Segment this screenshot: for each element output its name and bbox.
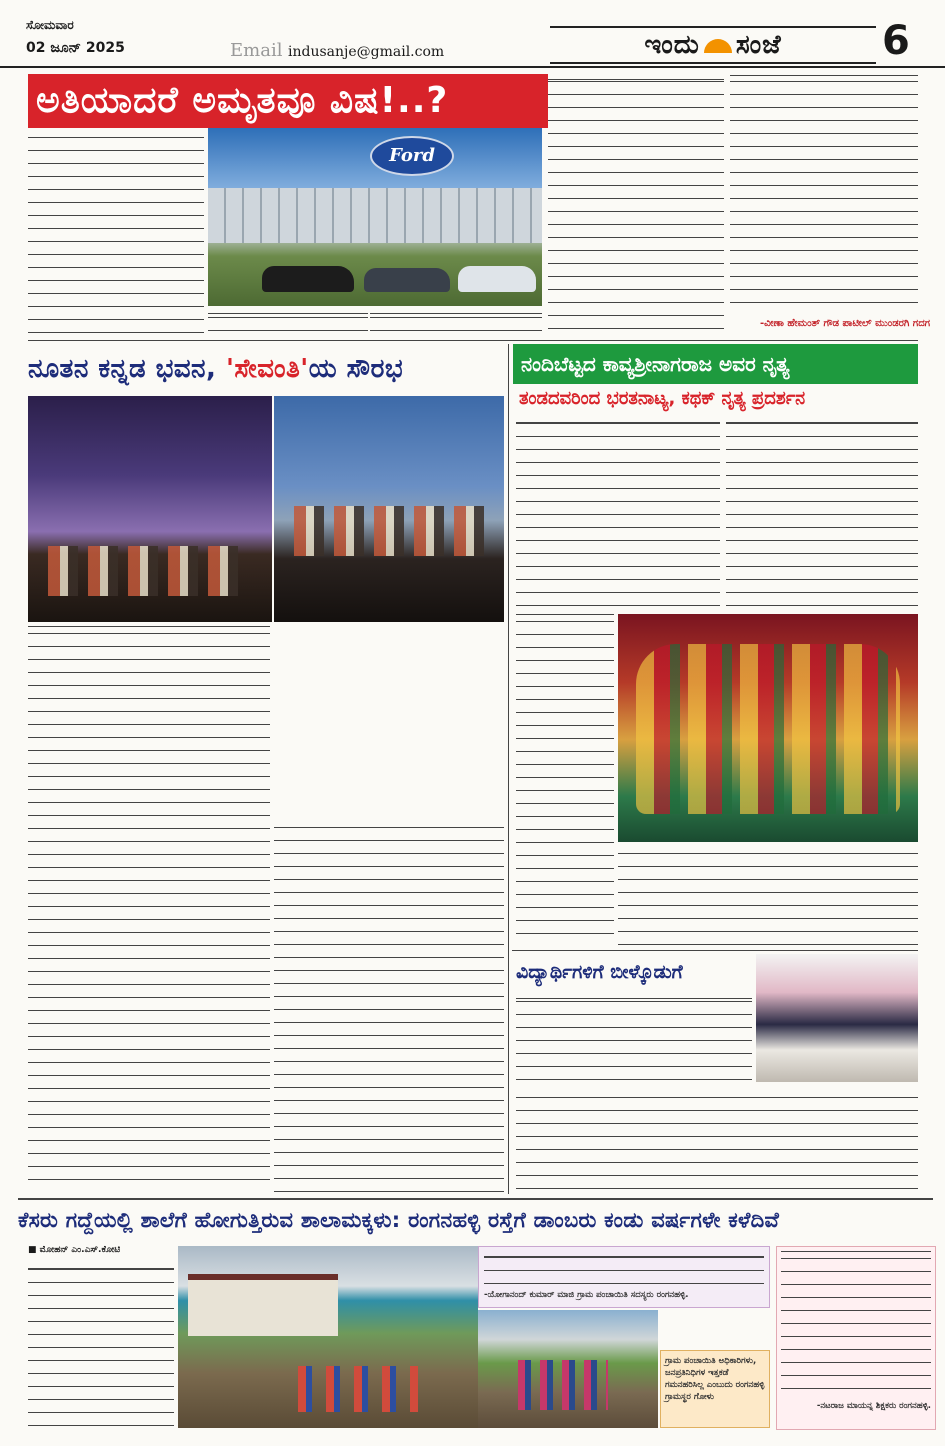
paper-logo (550, 26, 876, 64)
road-side-box (776, 1246, 936, 1430)
main-article-col2 (208, 310, 368, 340)
road-quote-text (484, 1250, 764, 1290)
students-article-col2 (516, 1090, 918, 1194)
sevanthi-headline (28, 344, 508, 394)
factory-building (208, 188, 542, 243)
students-headline: ವಿದ್ಯಾರ್ಥಿಗಳಿಗೆ ಬೀಳ್ಕೊಡುಗೆ (516, 961, 683, 983)
actors-group (294, 506, 494, 556)
road-side-text (781, 1251, 931, 1401)
school-children (298, 1366, 418, 1412)
sevanthi-headline-prefix: ನೂತನ ಕನ್ನಡ ಭವನ, (28, 354, 226, 384)
ford-factory-photo (208, 128, 542, 306)
children-walking-photo (478, 1310, 658, 1428)
road-side-author: -ನಟರಾಜ ಮಾಯನ್ನ ಶಿಕ್ಷಕರು ರಂಗನಹಳ್ಳಿ. (816, 1401, 931, 1411)
nandi-headline-line1: ನಂದಿಬೆಟ್ಟದ ಕಾವ್ಯಶ್ರೀನಾಗರಾಜ ಅವರ ನೃತ್ಯ (513, 344, 918, 384)
students-article-col1 (516, 994, 752, 1088)
sevanthi-article-col2 (274, 820, 504, 1192)
school-children (518, 1360, 608, 1410)
section-divider (18, 1198, 933, 1200)
paper-name-right: ಸಂಜೆ (735, 30, 782, 60)
muddy-road-photo (178, 1246, 478, 1428)
road-headline: ಕೆಸರು ಗದ್ದೆಯಲ್ಲಿ ಶಾಲೆಗೆ ಹೋಗುತ್ತಿರುವ ಶಾಲಾಮಕ್ಕಳು: ರಂಗನಹಳ್ಳಿ ರಸ್ತೆಗೆ ಡಾಂಬರು ಕಂಡು ವರ್ಷಗಳೇ ಕಳೆದಿವೆ (18, 1208, 780, 1232)
page-number: 6 (882, 18, 910, 64)
main-article-col5 (730, 74, 918, 314)
drama-stage-photo-2 (274, 396, 504, 622)
school-building (188, 1274, 338, 1336)
drama-stage-photo (28, 396, 272, 622)
paper-name-left: ಇಂದು (644, 30, 700, 60)
road-article-col1 (28, 1262, 174, 1432)
ford-logo: Ford (370, 136, 454, 176)
nandi-article-col4 (618, 846, 918, 946)
dancers-group (636, 644, 900, 814)
nandi-article-col3 (516, 614, 614, 946)
road-quote-author: -ಯೋಗಾನಂದ್ ಕುಮಾರ್ ಮಾಜಿ ಗ್ರಾಮ ಪಂಚಾಯಿತಿ ಸದಸ್ಯರು ರಂಗನಹಳ್ಳಿ. (484, 1290, 689, 1300)
farewell-event-photo (756, 954, 918, 1082)
nandi-article-col2 (726, 416, 918, 612)
car-shape (458, 266, 536, 292)
road-article-byline: ■ ಮೋಹನ್ ಎಂ.ಎಸ್.ಕೋಟಿ (28, 1245, 121, 1255)
car-shape (262, 266, 354, 292)
road-photo-caption: ಗ್ರಾಮ ಪಂಚಾಯಿತಿ ಅಧಿಕಾರಿಗಳು, ಜನಪ್ರತಿನಿಧಿಗಳ ಇತ್ತಕಡೆ ಗಮನಹರಿಸಿಲ್ಲ ಎಂಬುದು ರಂಗನಹಳ್ಳಿ ಗ್ರಾಮಸ್ಥರ ಗೋಳು (660, 1350, 770, 1428)
email-label: Email (230, 40, 283, 61)
sevanthi-article-col1 (28, 626, 270, 1192)
nandi-headline-line2: ತಂಡದವರಿಂದ ಭರತನಾಟ್ಯ, ಕಥಕ್ ನೃತ್ಯ ಪ್ರದರ್ಶನ (519, 388, 806, 409)
nandi-article-col1 (516, 416, 720, 612)
main-headline: ಅತಿಯಾದರೆ ಅಮೃತವೂ ವಿಷ!..? (28, 74, 548, 128)
main-article-byline: -ವೀಣಾ ಹೇಮಂತ್ ಗೌಡ ಪಾಟೀಲ್ ಮುಂಡರಗಿ ಗದಗ (760, 318, 931, 329)
issue-day: ಸೋಮವಾರ (26, 18, 74, 32)
sevanthi-headline-suffix: ಯ ಸೌರಭ (308, 354, 404, 384)
section-divider (512, 950, 918, 951)
main-article-col3 (370, 310, 542, 340)
column-divider (508, 344, 509, 1194)
issue-date: 02 ಜೂನ್ 2025 (26, 40, 125, 56)
section-divider (28, 340, 918, 341)
road-quote-box (478, 1246, 770, 1308)
main-article-col4 (548, 74, 724, 336)
main-article-col1 (28, 130, 204, 336)
car-shape (364, 268, 450, 292)
dancers-photo (618, 614, 918, 842)
actors-group (48, 546, 248, 596)
sun-icon (704, 39, 732, 53)
sevanthi-headline-accent: 'ಸೇವಂತಿ' (225, 354, 309, 384)
masthead (0, 0, 945, 68)
email-address[interactable]: indusanje@gmail.com (288, 44, 445, 60)
